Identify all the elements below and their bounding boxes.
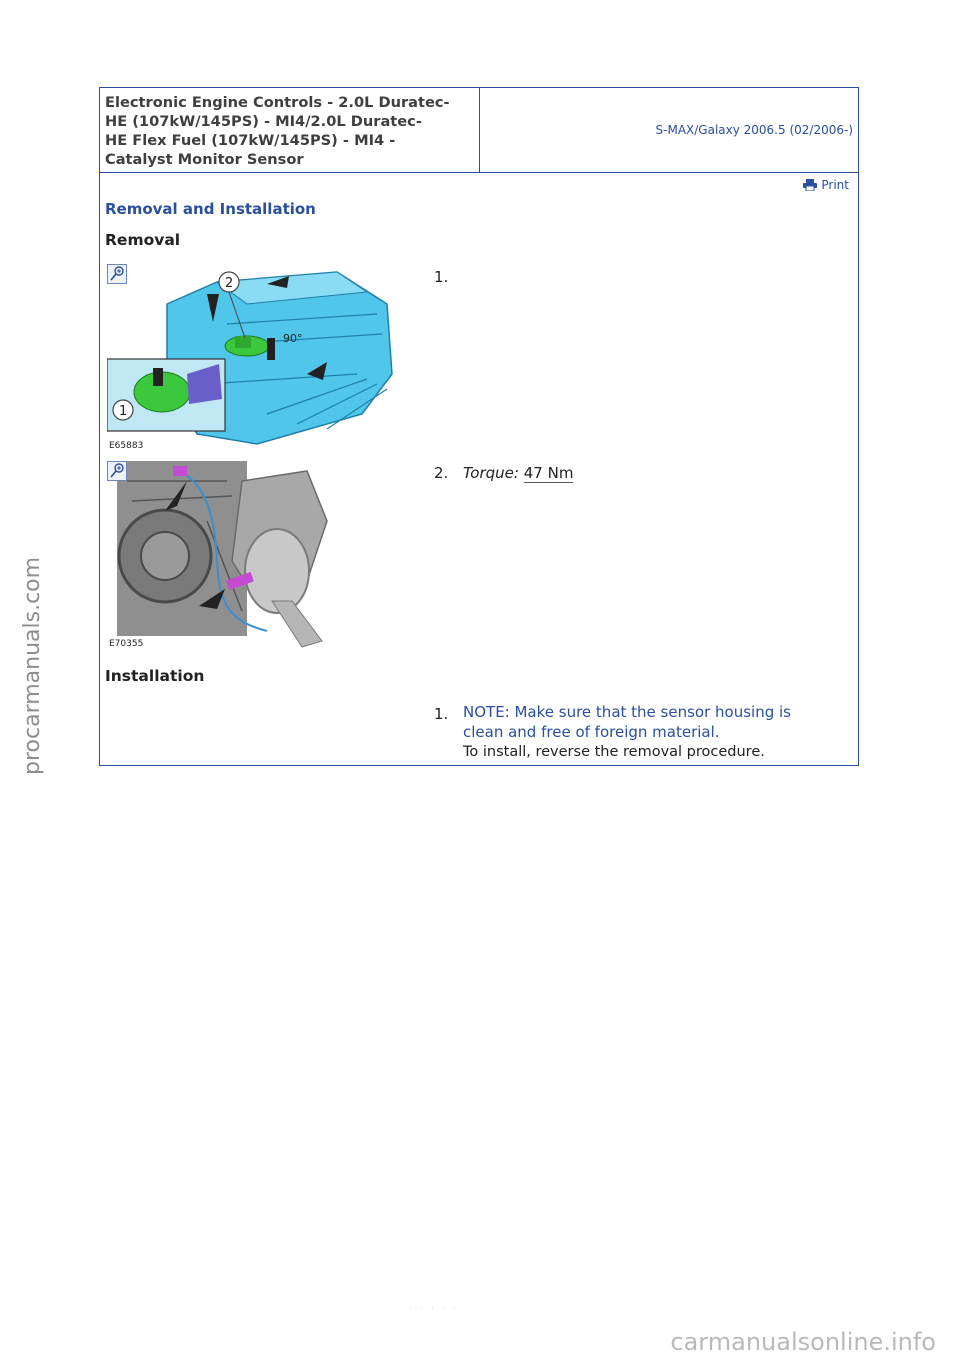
page-title-line: HE Flex Fuel (107kW/145PS) - MI4 - <box>105 132 396 149</box>
installation-step-1-number: 1. <box>434 705 449 723</box>
engine-cover-illustration <box>107 264 397 450</box>
document-header <box>100 88 858 173</box>
zoom-icon[interactable] <box>107 461 127 481</box>
section-title: Removal and Installation <box>105 200 316 218</box>
note-line: clean and free of foreign material. <box>463 723 720 741</box>
bottom-watermark: carmanualsonline.info <box>670 1328 936 1356</box>
side-watermark: procarmanuals.com <box>20 556 45 775</box>
page-tick-marks: · · · · · <box>409 1304 459 1313</box>
torque-label: Torque: <box>463 464 519 482</box>
removal-heading: Removal <box>105 231 181 249</box>
vehicle-model-label: S-MAX/Galaxy 2006.5 (02/2006-) <box>655 123 853 137</box>
page-title-line: Catalyst Monitor Sensor <box>105 151 304 168</box>
angle-label: 90° <box>283 332 303 345</box>
note-line: NOTE: Make sure that the sensor housing is <box>463 703 791 721</box>
install-instruction: To install, reverse the removal procedure. <box>463 744 765 760</box>
print-button[interactable] <box>803 178 849 192</box>
installation-step-1-text <box>463 702 791 762</box>
figure-code: E70355 <box>109 639 144 649</box>
exhaust-illustration <box>107 461 332 649</box>
zoom-icon[interactable] <box>107 264 127 284</box>
page-title-line: Electronic Engine Controls - 2.0L Duratec- <box>105 94 450 111</box>
page-title <box>100 88 480 172</box>
installation-heading: Installation <box>105 667 205 685</box>
torque-value[interactable]: 47 Nm <box>523 464 574 482</box>
removal-step-2-number: 2. <box>434 464 449 482</box>
document-frame <box>99 87 859 766</box>
magnifier-icon <box>108 265 126 283</box>
figure-code: E65883 <box>109 441 144 450</box>
magnifier-icon <box>108 462 126 480</box>
callout-2: 2 <box>225 276 234 291</box>
figure-engine-cover <box>107 264 397 450</box>
print-label: Print <box>821 178 849 192</box>
figure-exhaust-sensor <box>107 461 332 649</box>
page-title-line: HE (107kW/145PS) - MI4/2.0L Duratec- <box>105 113 422 130</box>
callout-1: 1 <box>119 404 128 419</box>
removal-step-1-number: 1. <box>434 268 449 286</box>
vehicle-model <box>480 88 858 172</box>
printer-icon <box>803 179 817 191</box>
removal-step-2-text <box>463 463 573 483</box>
